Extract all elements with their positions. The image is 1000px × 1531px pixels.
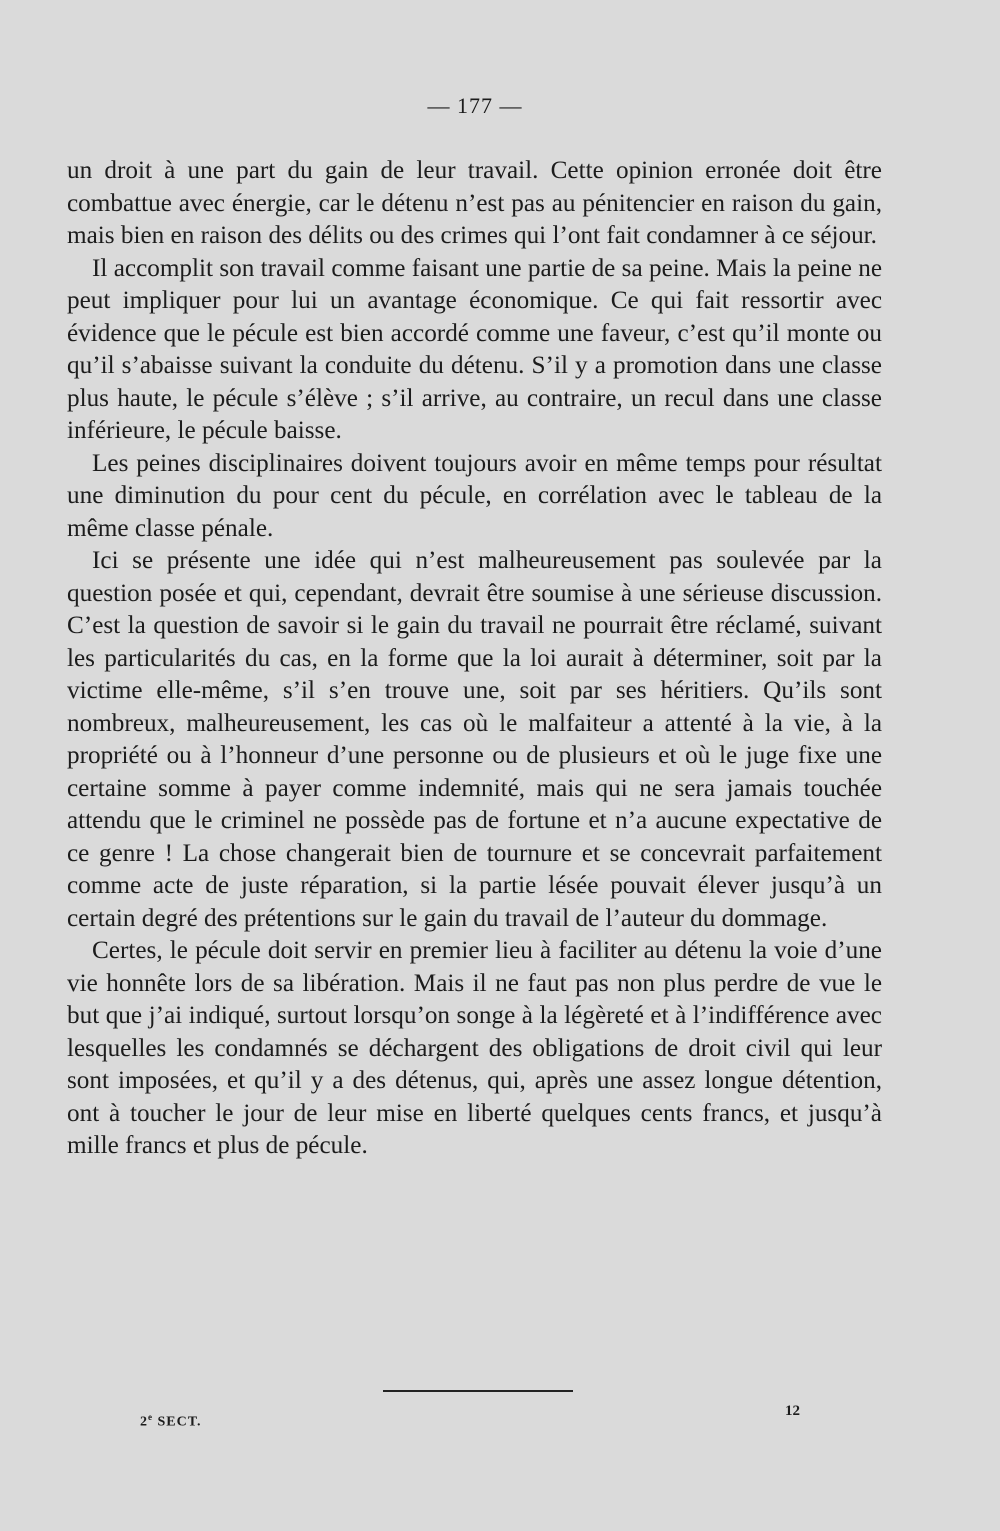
signature-mark [140,1412,202,1431]
paragraph: Il accomplit son travail comme faisant une partie de sa peine. Mais la peine ne peut impliquer pour lui un avantage économique. Ce qui fait ressortir avec évidence que le pécule est bien accordé comme une faveur, c’est qu’il monte ou qu’il s’abaisse suivant la conduite du détenu. S’il y a promotion dans une classe plus haute, le pécule s’élève ; s’il arrive, au contraire, un recul dans une classe inférieure, le pécule baisse. [67,254,882,444]
signature-text: SECT. [157,1414,202,1430]
body-text [67,155,882,1163]
signature-number: 2 [140,1414,148,1430]
footer-rule [383,1390,573,1392]
paragraph-continuation: un droit à une part du gain de leur travail. Cette opinion erronée doit être combattue avec énergie, car le détenu n’est pas au pénitencier en raison du gain, mais bien en raison des délits ou des crimes qui l’ont fait condamner à ce séjour. [67,157,882,249]
signature-sup: e [148,1412,153,1422]
page-number-header: — 177 — [427,93,523,118]
paragraph: Certes, le pécule doit servir en premier lieu à faciliter au détenu la voie d’une vie honnête lors de sa libération. Mais il ne faut pas non plus perdre de vue le but que j’ai indiqué, surtout lorsqu’on songe à la légèreté et à l’indifférence avec lesquelles les condamnés se déchargent des obligations de droit civil qui leur sont imposées, et qu’il y a des détenus, qui, après une assez longue détention, ont à toucher le jour de leur mise en liberté quelques cents francs, et jusqu’à mille francs et plus de pécule. [67,937,882,1159]
paragraph: Les peines disciplinaires doivent toujours avoir en même temps pour résultat une diminution du pour cent du pécule, en corrélation avec le tableau de la même classe pénale. [67,449,882,542]
paragraph: Ici se présente une idée qui n’est malheureusement pas soulevée par la question posée et qui, cependant, devrait être soumise à une sérieuse discussion. C’est la question de savoir si le gain du travail ne pourrait être réclamé, suivant les particularités du cas, en la forme que la loi aurait à déterminer, soit par la victime elle-même, s’il s’en trouve une, soit par ses héritiers. Qu’ils sont nombreux, malheureusement, les cas où le malfaiteur a attenté à la vie, à la propriété ou à l’honneur d’une personne ou de plusieurs et où le juge fixe une certaine somme à payer comme indemnité, mais qui ne sera jamais touchée attendu que le criminel ne possède pas de fortune et n’a aucune expectative de ce genre ! La chose changerait bien de tournure et se concevrait parfaitement comme acte de juste réparation, si la partie lésée pouvait élever jusqu’à un certain degré des prétentions sur le gain du travail de l’auteur du dommage. [67,547,882,932]
sheet-number: 12 [785,1403,800,1419]
